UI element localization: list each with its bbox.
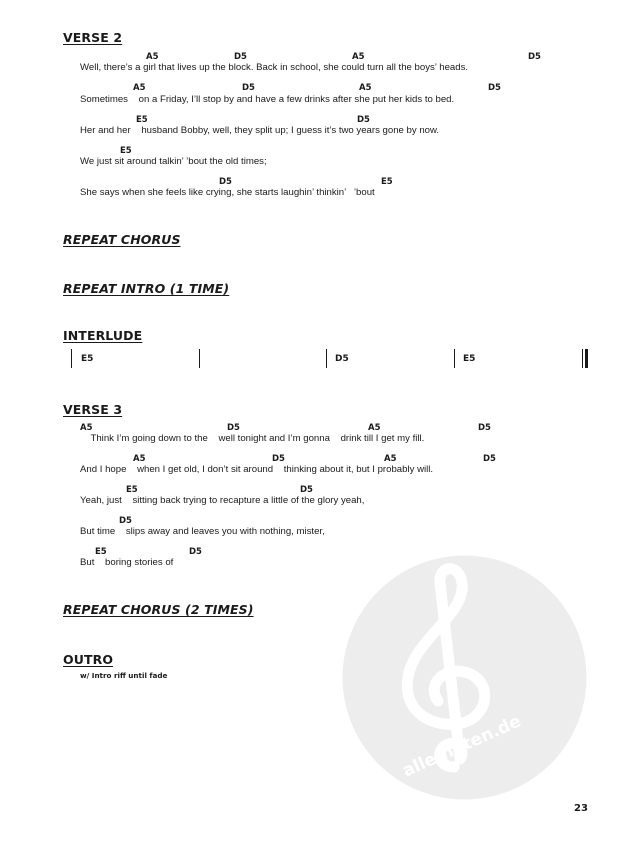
chord: D5 bbox=[219, 177, 232, 187]
final-barline-thick bbox=[585, 349, 588, 368]
repeat-chorus-2-heading: REPEAT CHORUS (2 TIMES) bbox=[63, 602, 254, 617]
repeat-chorus-heading: REPEAT CHORUS bbox=[63, 232, 181, 247]
chord: A5 bbox=[133, 83, 146, 93]
interlude-chord: E5 bbox=[81, 354, 94, 364]
chord: D5 bbox=[242, 83, 255, 93]
verse-3-heading: VERSE 3 bbox=[63, 402, 123, 417]
barline bbox=[71, 349, 72, 368]
outro-heading: OUTRO bbox=[63, 652, 114, 667]
chord: D5 bbox=[119, 516, 132, 526]
watermark-text: alle-noten.de bbox=[399, 711, 525, 782]
interlude-heading: INTERLUDE bbox=[63, 328, 143, 343]
watermark bbox=[342, 555, 587, 805]
chord: A5 bbox=[368, 423, 381, 433]
lyric-line: Her and her husband Bobby, well, they split up; I guess it’s two years gone by now. bbox=[80, 125, 440, 136]
chord: D5 bbox=[488, 83, 501, 93]
barline bbox=[199, 349, 200, 368]
interlude-chord: D5 bbox=[335, 354, 349, 364]
chord: E5 bbox=[136, 115, 148, 125]
chord: E5 bbox=[120, 146, 132, 156]
lyric-line: Sometimes on a Friday, I’ll stop by and have a few drinks after she put her kids to bed. bbox=[80, 94, 455, 105]
treble-clef-icon bbox=[342, 555, 587, 800]
page-number: 23 bbox=[574, 803, 588, 814]
chord: A5 bbox=[80, 423, 93, 433]
chord: D5 bbox=[300, 485, 313, 495]
barline bbox=[326, 349, 327, 368]
chord: A5 bbox=[133, 454, 146, 464]
chord: E5 bbox=[95, 547, 107, 557]
chord: D5 bbox=[357, 115, 370, 125]
outro-note: w/ Intro riff until fade bbox=[80, 671, 168, 680]
lyric-line: She says when she feels like crying, she starts laughin’ thinkin’ ’bout bbox=[80, 187, 375, 198]
chord: D5 bbox=[478, 423, 491, 433]
lyric-line: Well, there’s a girl that lives up the block. Back in school, she could turn all the boys’ heads. bbox=[80, 62, 469, 73]
chord: D5 bbox=[483, 454, 496, 464]
chord: D5 bbox=[528, 52, 541, 62]
repeat-intro-heading: REPEAT INTRO (1 TIME) bbox=[63, 281, 230, 296]
chord: A5 bbox=[146, 52, 159, 62]
chord: E5 bbox=[126, 485, 138, 495]
final-barline-thin bbox=[582, 349, 583, 368]
barline bbox=[454, 349, 455, 368]
chord: A5 bbox=[352, 52, 365, 62]
lyric-line: Think I’m going down to the well tonight and I’m gonna drink till I get my fill. bbox=[80, 433, 425, 444]
lyric-line: But time slips away and leaves you with nothing, mister, bbox=[80, 526, 325, 537]
lyric-line: And I hope when I get old, I don’t sit around thinking about it, but I probably will. bbox=[80, 464, 434, 475]
chord: D5 bbox=[227, 423, 240, 433]
lyric-line: We just sit around talkin’ ’bout the old times; bbox=[80, 156, 267, 167]
verse-2-heading: VERSE 2 bbox=[63, 30, 123, 45]
lyric-line: Yeah, just sitting back trying to recapture a little of the glory yeah, bbox=[80, 495, 365, 506]
interlude-chord: E5 bbox=[463, 354, 476, 364]
chord: A5 bbox=[359, 83, 372, 93]
chord: D5 bbox=[189, 547, 202, 557]
chord: D5 bbox=[234, 52, 247, 62]
chord: E5 bbox=[381, 177, 393, 187]
lyric-line: But boring stories of bbox=[80, 557, 174, 568]
chord: A5 bbox=[384, 454, 397, 464]
chord: D5 bbox=[272, 454, 285, 464]
